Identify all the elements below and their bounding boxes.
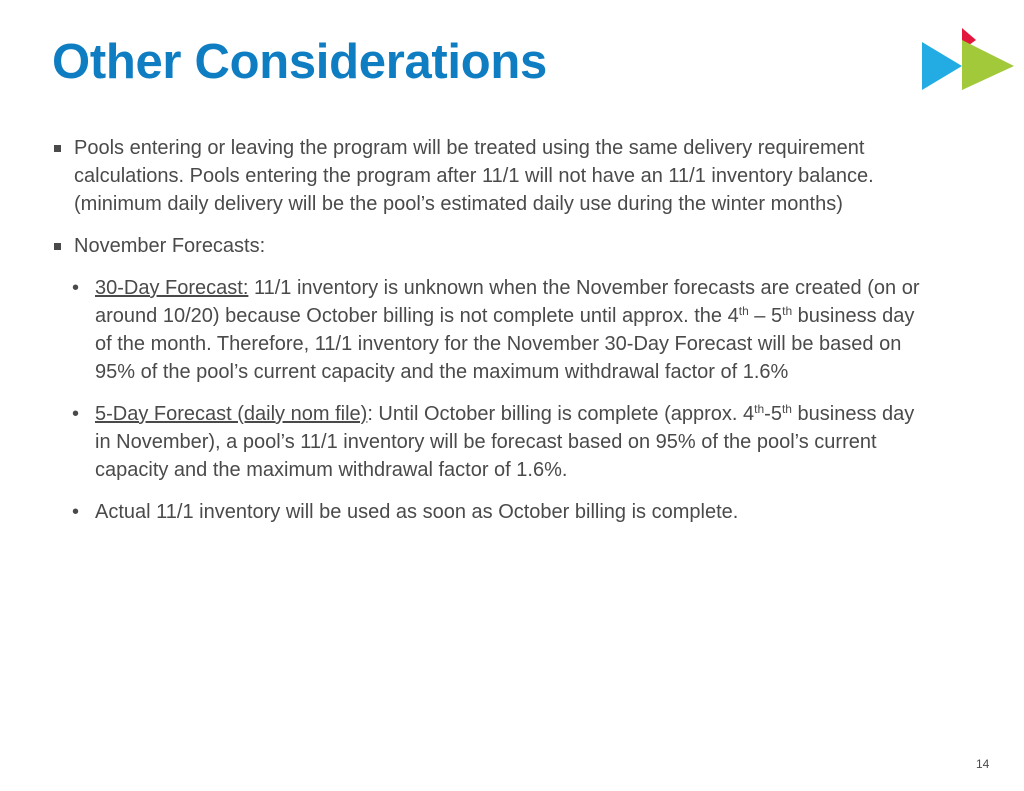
logo-green-triangle (962, 40, 1014, 90)
sub-bullet-5-day: • 5-Day Forecast (daily nom file): Until October billing is complete (approx. 4th-5th business day in November), a pool’s 11/1 inventory will be forecast based on 95% of the pool’s current capacity and the maximum withdrawal factor of 1.6%. (72, 402, 915, 481)
slide-content (52, 134, 932, 540)
logo-blue-triangle (922, 42, 962, 90)
label-5-day-forecast: 5-Day Forecast (daily nom file) (95, 403, 368, 425)
sub-bullet-actual-inventory (52, 498, 932, 526)
round-bullet-icon: • (72, 403, 80, 425)
bullet-november-forecasts-text: November Forecasts: (74, 235, 266, 257)
bullet-pools (52, 134, 932, 218)
company-logo (920, 28, 1016, 94)
square-bullet-icon (54, 243, 61, 250)
bullet-pools-text: Pools entering or leaving the program will be treated using the same delivery requirement calculations. Pools entering the program after 11/1 will not have an 11/1 inventory balance. (minimum daily delivery will be the pool’s estimated daily use during the winter months) (74, 137, 874, 215)
round-bullet-icon: • (72, 277, 80, 299)
label-30-day-forecast: 30-Day Forecast: (95, 277, 249, 299)
square-bullet-icon (54, 145, 61, 152)
sub-bullet-actual-inventory-text: Actual 11/1 inventory will be used as soon as October billing is complete. (95, 501, 739, 523)
bullet-november-forecasts (52, 232, 932, 260)
round-bullet-icon: • (72, 501, 80, 523)
sub-bullet-30-day: • 30-Day Forecast: 11/1 inventory is unknown when the November forecasts are created (on or around 10/20) because October billing is not complete until approx. the 4th – 5th business day of the month. Therefore, 11/1 inventory for the November 30-Day Forecast will be based on 95% of the pool’s current capacity and the maximum withdrawal factor of 1.6% (52, 274, 932, 386)
slide-title: Other Considerations (52, 35, 547, 89)
page-number: 14 (976, 757, 990, 771)
